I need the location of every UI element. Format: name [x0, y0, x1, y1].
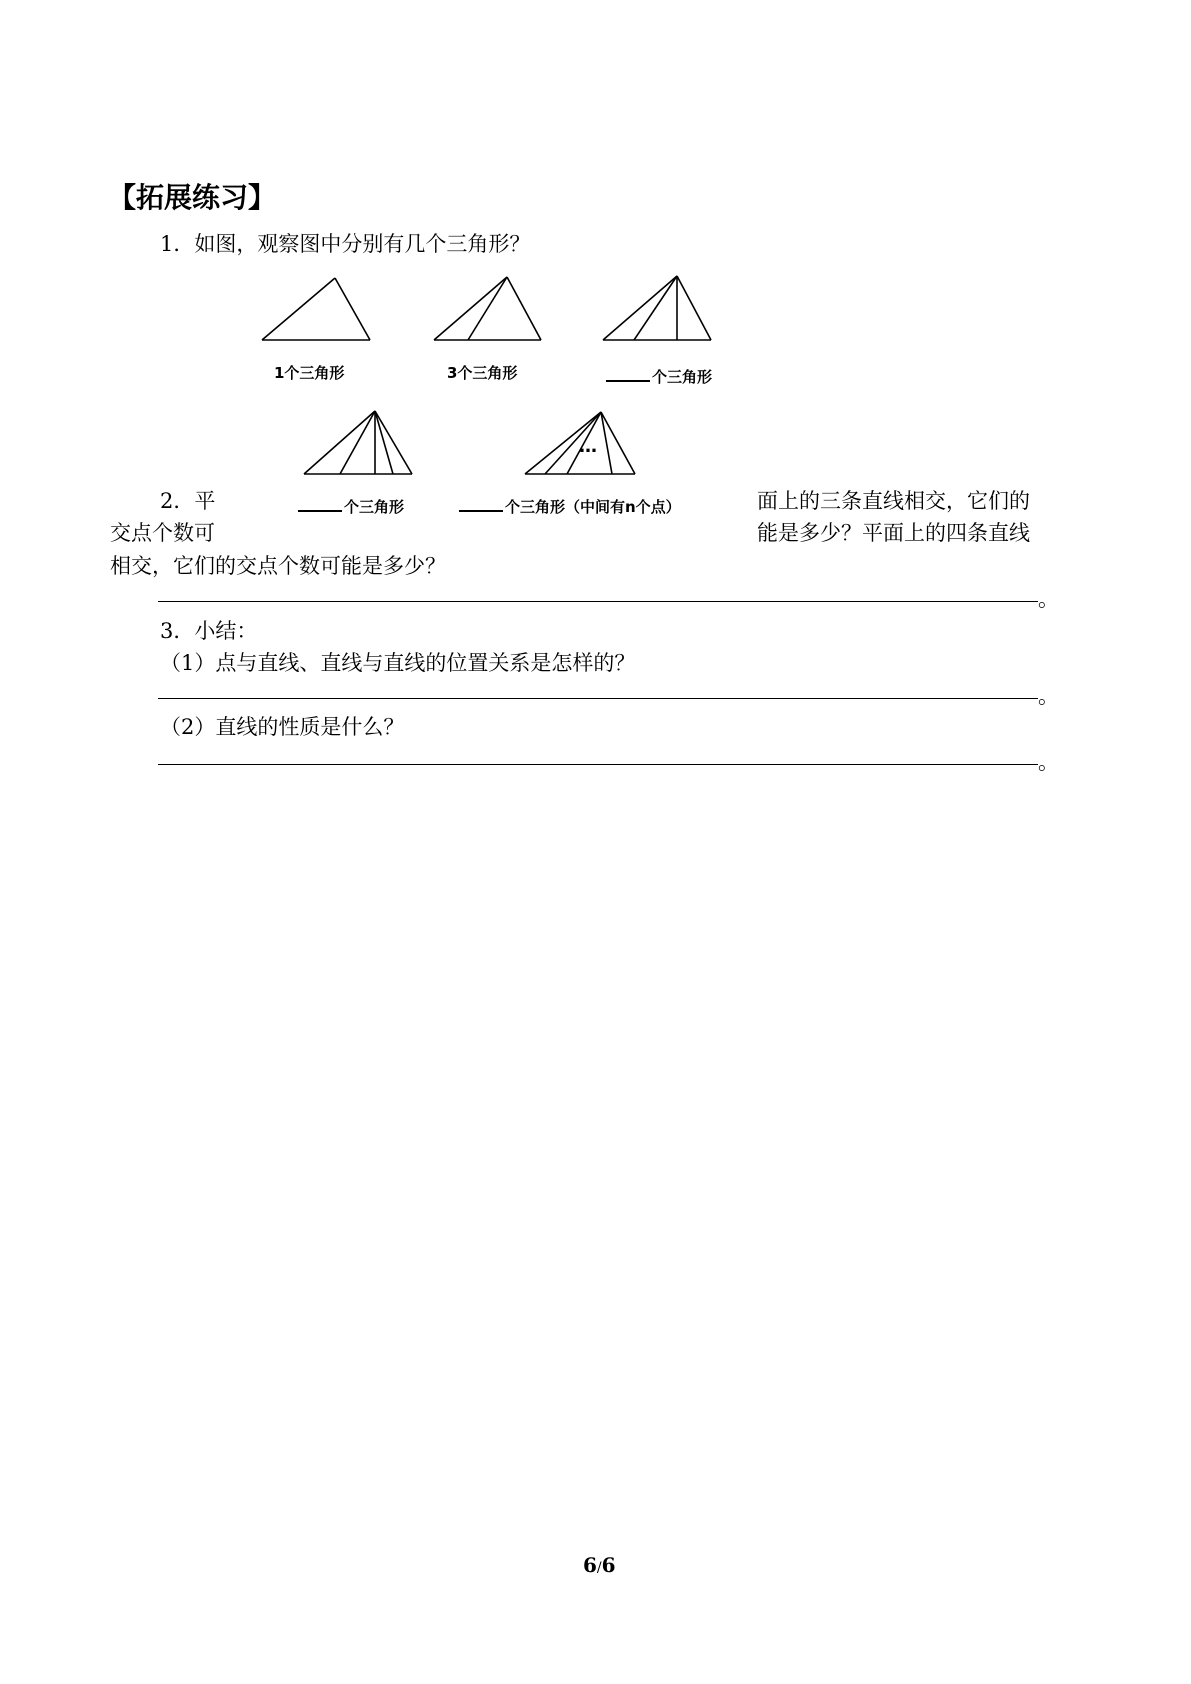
triangle-figure-2: [434, 277, 541, 340]
page-number: 6/6: [583, 1553, 616, 1577]
question-3-sub2: （2）直线的性质是什么？: [160, 715, 405, 739]
question-2-line3: 相交，它们的交点个数可能是多少？: [110, 554, 446, 578]
triangle-figure-1: [262, 278, 370, 340]
question-2-line2-left: 交点个数可: [110, 521, 215, 545]
triangle-dots: …: [579, 436, 597, 457]
triangle-figure-3: [603, 276, 711, 340]
answer-line-end: 。: [1038, 587, 1059, 611]
answer-line[interactable]: [158, 601, 1038, 602]
caption-5: 个三角形（中间有n个点）: [459, 492, 681, 517]
triangle-figure-4: [304, 411, 412, 474]
question-1-text: 1．如图，观察图中分别有几个三角形？: [160, 232, 531, 256]
caption-1: 1个三角形: [274, 364, 345, 382]
answer-line-end: 。: [1038, 750, 1059, 774]
question-3-sub1: （1）点与直线、直线与直线的位置关系是怎样的？: [160, 651, 636, 675]
answer-blank[interactable]: [298, 492, 342, 512]
question-2-line1-right: 面上的三条直线相交，它们的: [757, 489, 1030, 513]
answer-line-end: 。: [1038, 684, 1059, 708]
caption-2: 3个三角形: [447, 364, 518, 382]
question-2-line1-left: 2．平: [160, 489, 216, 513]
caption-4: 个三角形: [298, 492, 404, 517]
section-title: 【拓展练习】: [108, 181, 277, 214]
caption-3: 个三角形: [606, 362, 712, 387]
answer-blank[interactable]: [459, 492, 503, 512]
question-3-title: 3．小结：: [160, 619, 258, 643]
question-2-line2-right: 能是多少？平面上的四条直线: [757, 521, 1030, 545]
answer-blank[interactable]: [606, 362, 650, 382]
answer-line[interactable]: [158, 764, 1038, 765]
answer-line[interactable]: [158, 698, 1038, 699]
